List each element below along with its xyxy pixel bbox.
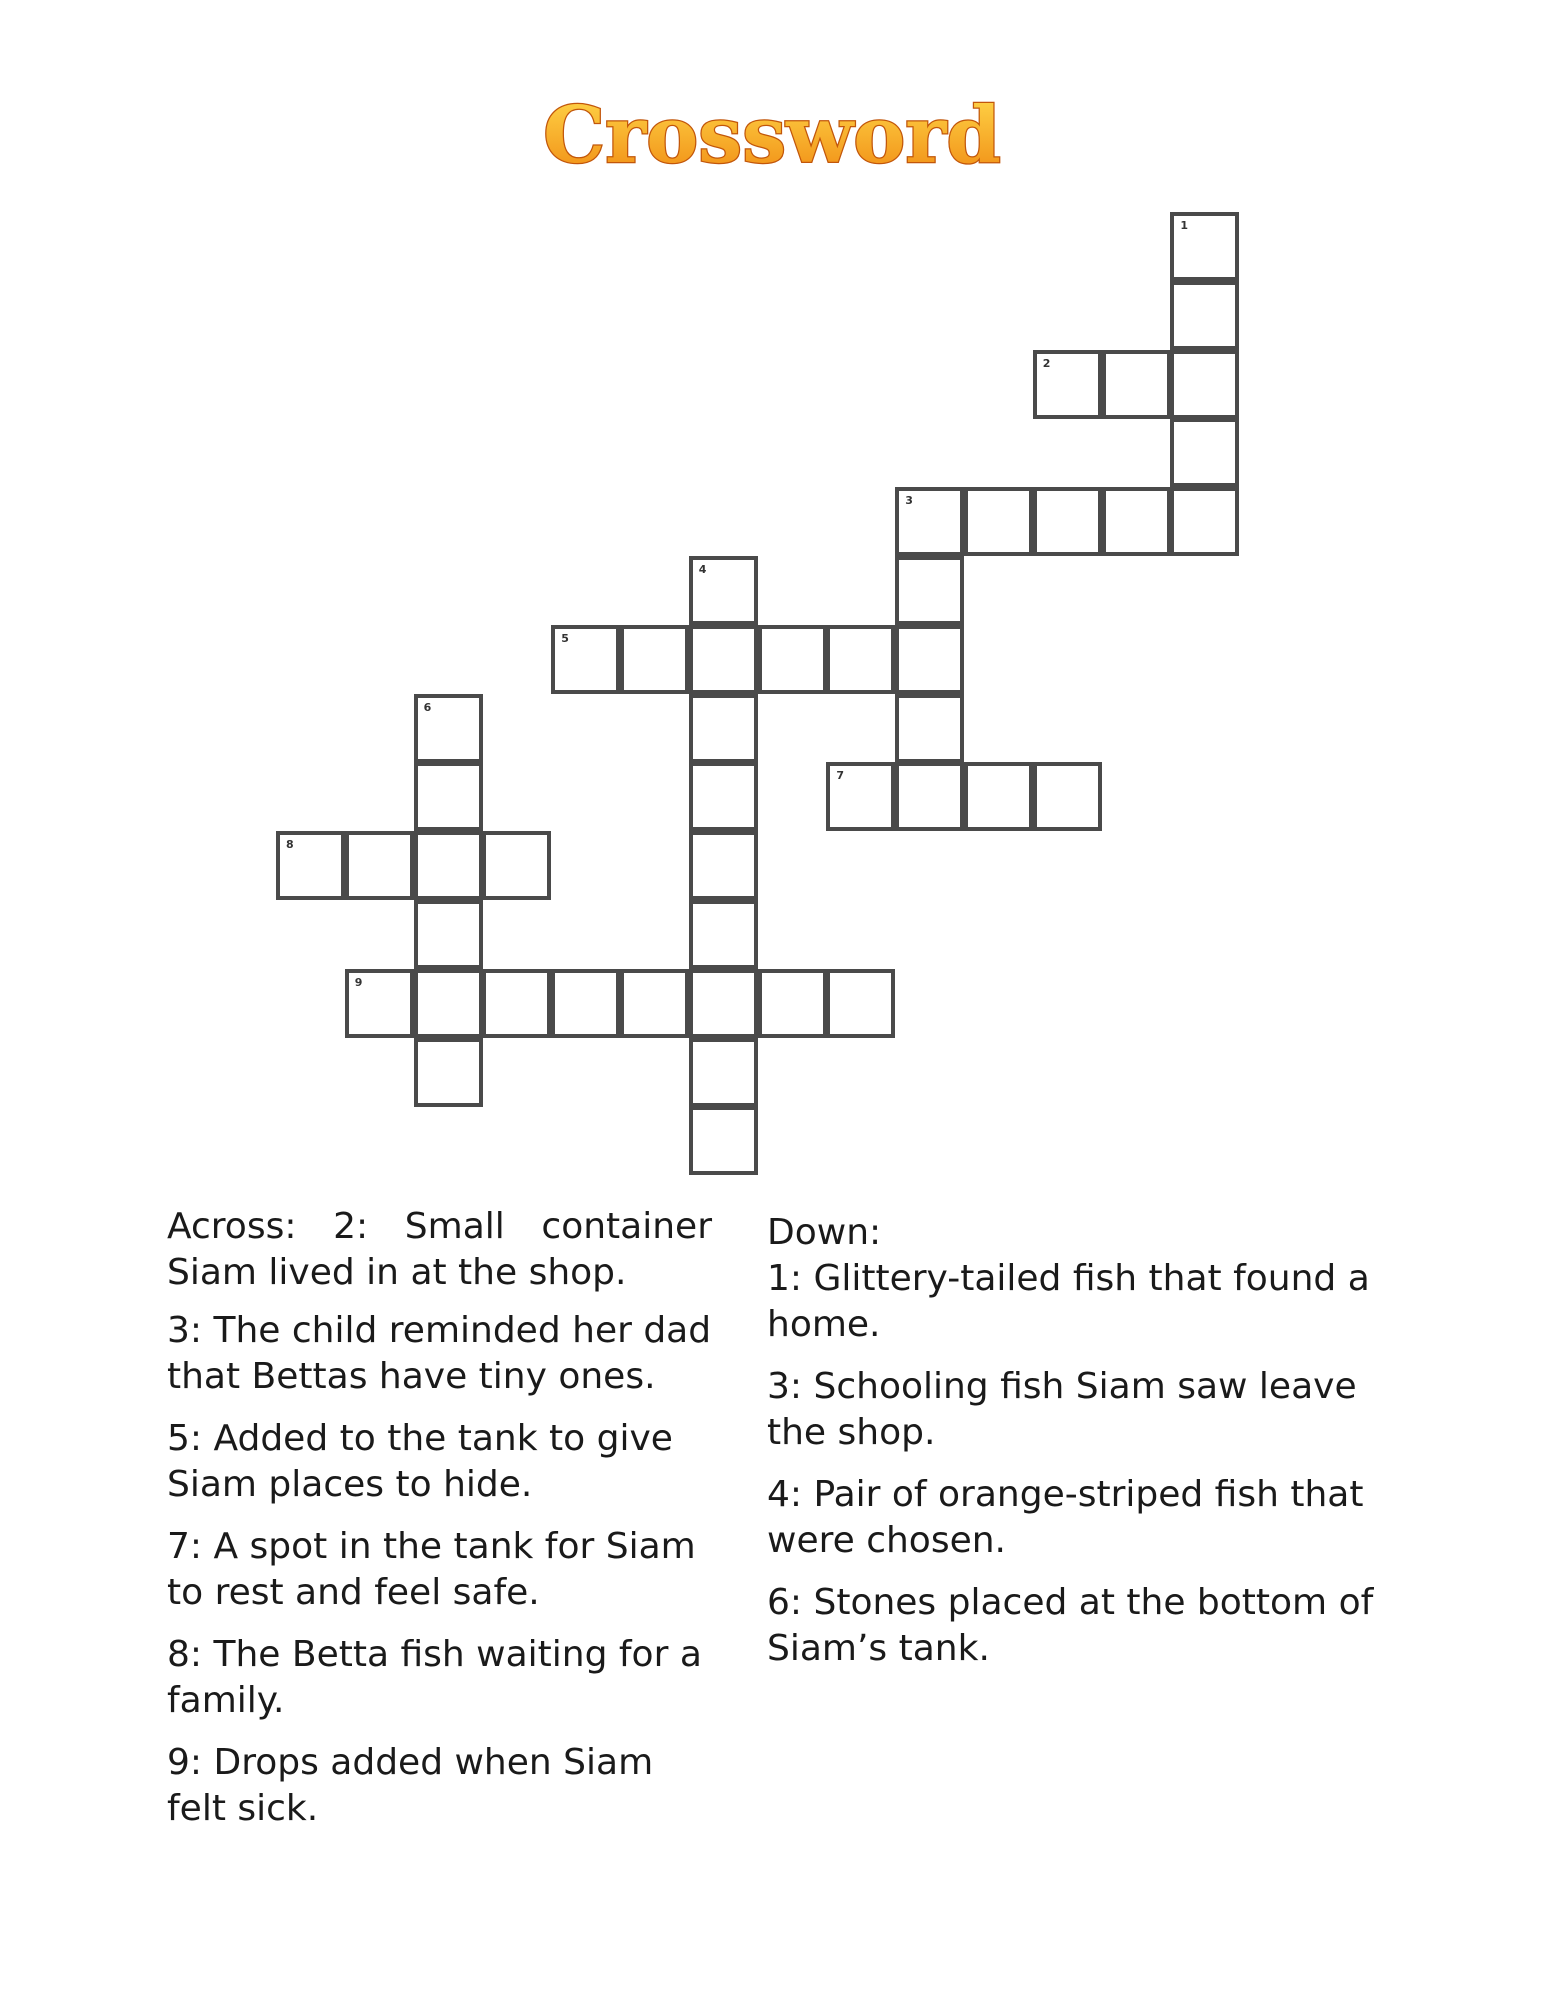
across-clue: 8: The Betta fish waiting for a family. [167, 1634, 702, 1721]
grid-cell [826, 969, 895, 1038]
page-title [0, 88, 1545, 188]
across-clue-2-rest: Siam lived in at the shop. [167, 1252, 627, 1293]
grid-cell [414, 900, 483, 969]
grid-cell [689, 625, 758, 694]
grid-cell [895, 625, 964, 694]
crossword-grid [278, 214, 1254, 1190]
grid-cell [826, 625, 895, 694]
cell-number: 6 [423, 700, 432, 714]
grid-cell [826, 762, 895, 831]
grid-cell [1033, 762, 1102, 831]
grid-cell [689, 969, 758, 1038]
grid-cell [964, 762, 1033, 831]
cell-number: 2 [1042, 356, 1051, 370]
down-clue: 1: Glittery-tailed fish that found a home. [767, 1258, 1370, 1345]
grid-cell [1033, 350, 1102, 419]
grid-cell [482, 831, 551, 900]
across-heading: Across: [167, 1206, 297, 1247]
grid-cell [414, 694, 483, 763]
grid-cell [620, 969, 689, 1038]
grid-cell [964, 487, 1033, 556]
cell-number: 1 [1180, 219, 1189, 232]
grid-cell [1102, 350, 1171, 419]
title-text: Crossword [543, 90, 1001, 181]
down-clue: 3: Schooling fish Siam saw leave the shop. [767, 1366, 1357, 1453]
grid-cell [689, 694, 758, 763]
grid-cell [1170, 281, 1239, 350]
grid-cell [689, 1038, 758, 1107]
across-clue-2-word-a: Small [404, 1206, 505, 1247]
grid-cell [689, 831, 758, 900]
cell-number: 9 [354, 975, 363, 989]
grid-cell [414, 1038, 483, 1107]
across-clue: 3: The child reminded her dad that Bettas have tiny ones. [167, 1310, 712, 1397]
cell-number: 4 [698, 563, 707, 576]
grid-cell [689, 1106, 758, 1175]
across-clue: 9: Drops added when Siam felt sick. [167, 1742, 654, 1829]
grid-cell [1170, 212, 1239, 281]
grid-cell [620, 625, 689, 694]
across-clues [167, 1204, 712, 1848]
across-clue-2-number: 2: [333, 1206, 369, 1247]
across-clue-2 [167, 1204, 712, 1296]
grid-cell [276, 831, 345, 900]
grid-cell [482, 969, 551, 1038]
grid-cell [689, 900, 758, 969]
grid-cell [758, 969, 827, 1038]
grid-cell [1170, 418, 1239, 487]
grid-cell [1170, 350, 1239, 419]
grid-cell [345, 969, 414, 1038]
grid-cell [895, 556, 964, 625]
grid-cell [895, 487, 964, 556]
down-clue: 4: Pair of orange-striped fish that were chosen. [767, 1474, 1364, 1561]
grid-cell [758, 625, 827, 694]
grid-cell [414, 969, 483, 1038]
grid-cell [689, 762, 758, 831]
down-clue: 6: Stones placed at the bottom of Siam’s tank. [767, 1582, 1374, 1669]
grid-cell [689, 556, 758, 625]
grid-cell [551, 969, 620, 1038]
grid-cell [1170, 487, 1239, 556]
grid-cell [551, 625, 620, 694]
cell-number: 7 [836, 769, 845, 783]
grid-cell [414, 762, 483, 831]
grid-cell [895, 694, 964, 763]
across-first-line [167, 1204, 712, 1250]
grid-cell [895, 762, 964, 831]
across-clue: 5: Added to the tank to give Siam places to hide. [167, 1418, 673, 1505]
down-clues [767, 1210, 1407, 1688]
grid-cell [1033, 487, 1102, 556]
across-clue: 7: A spot in the tank for Siam to rest and feel safe. [167, 1526, 696, 1613]
cell-number: 5 [561, 631, 569, 645]
cell-number: 3 [905, 494, 913, 508]
grid-cell [345, 831, 414, 900]
grid-cell [414, 831, 483, 900]
down-heading: Down: [767, 1212, 882, 1253]
cell-number: 8 [286, 838, 294, 852]
across-clue-2-word-b: container [541, 1206, 712, 1247]
grid-cell [1102, 487, 1171, 556]
